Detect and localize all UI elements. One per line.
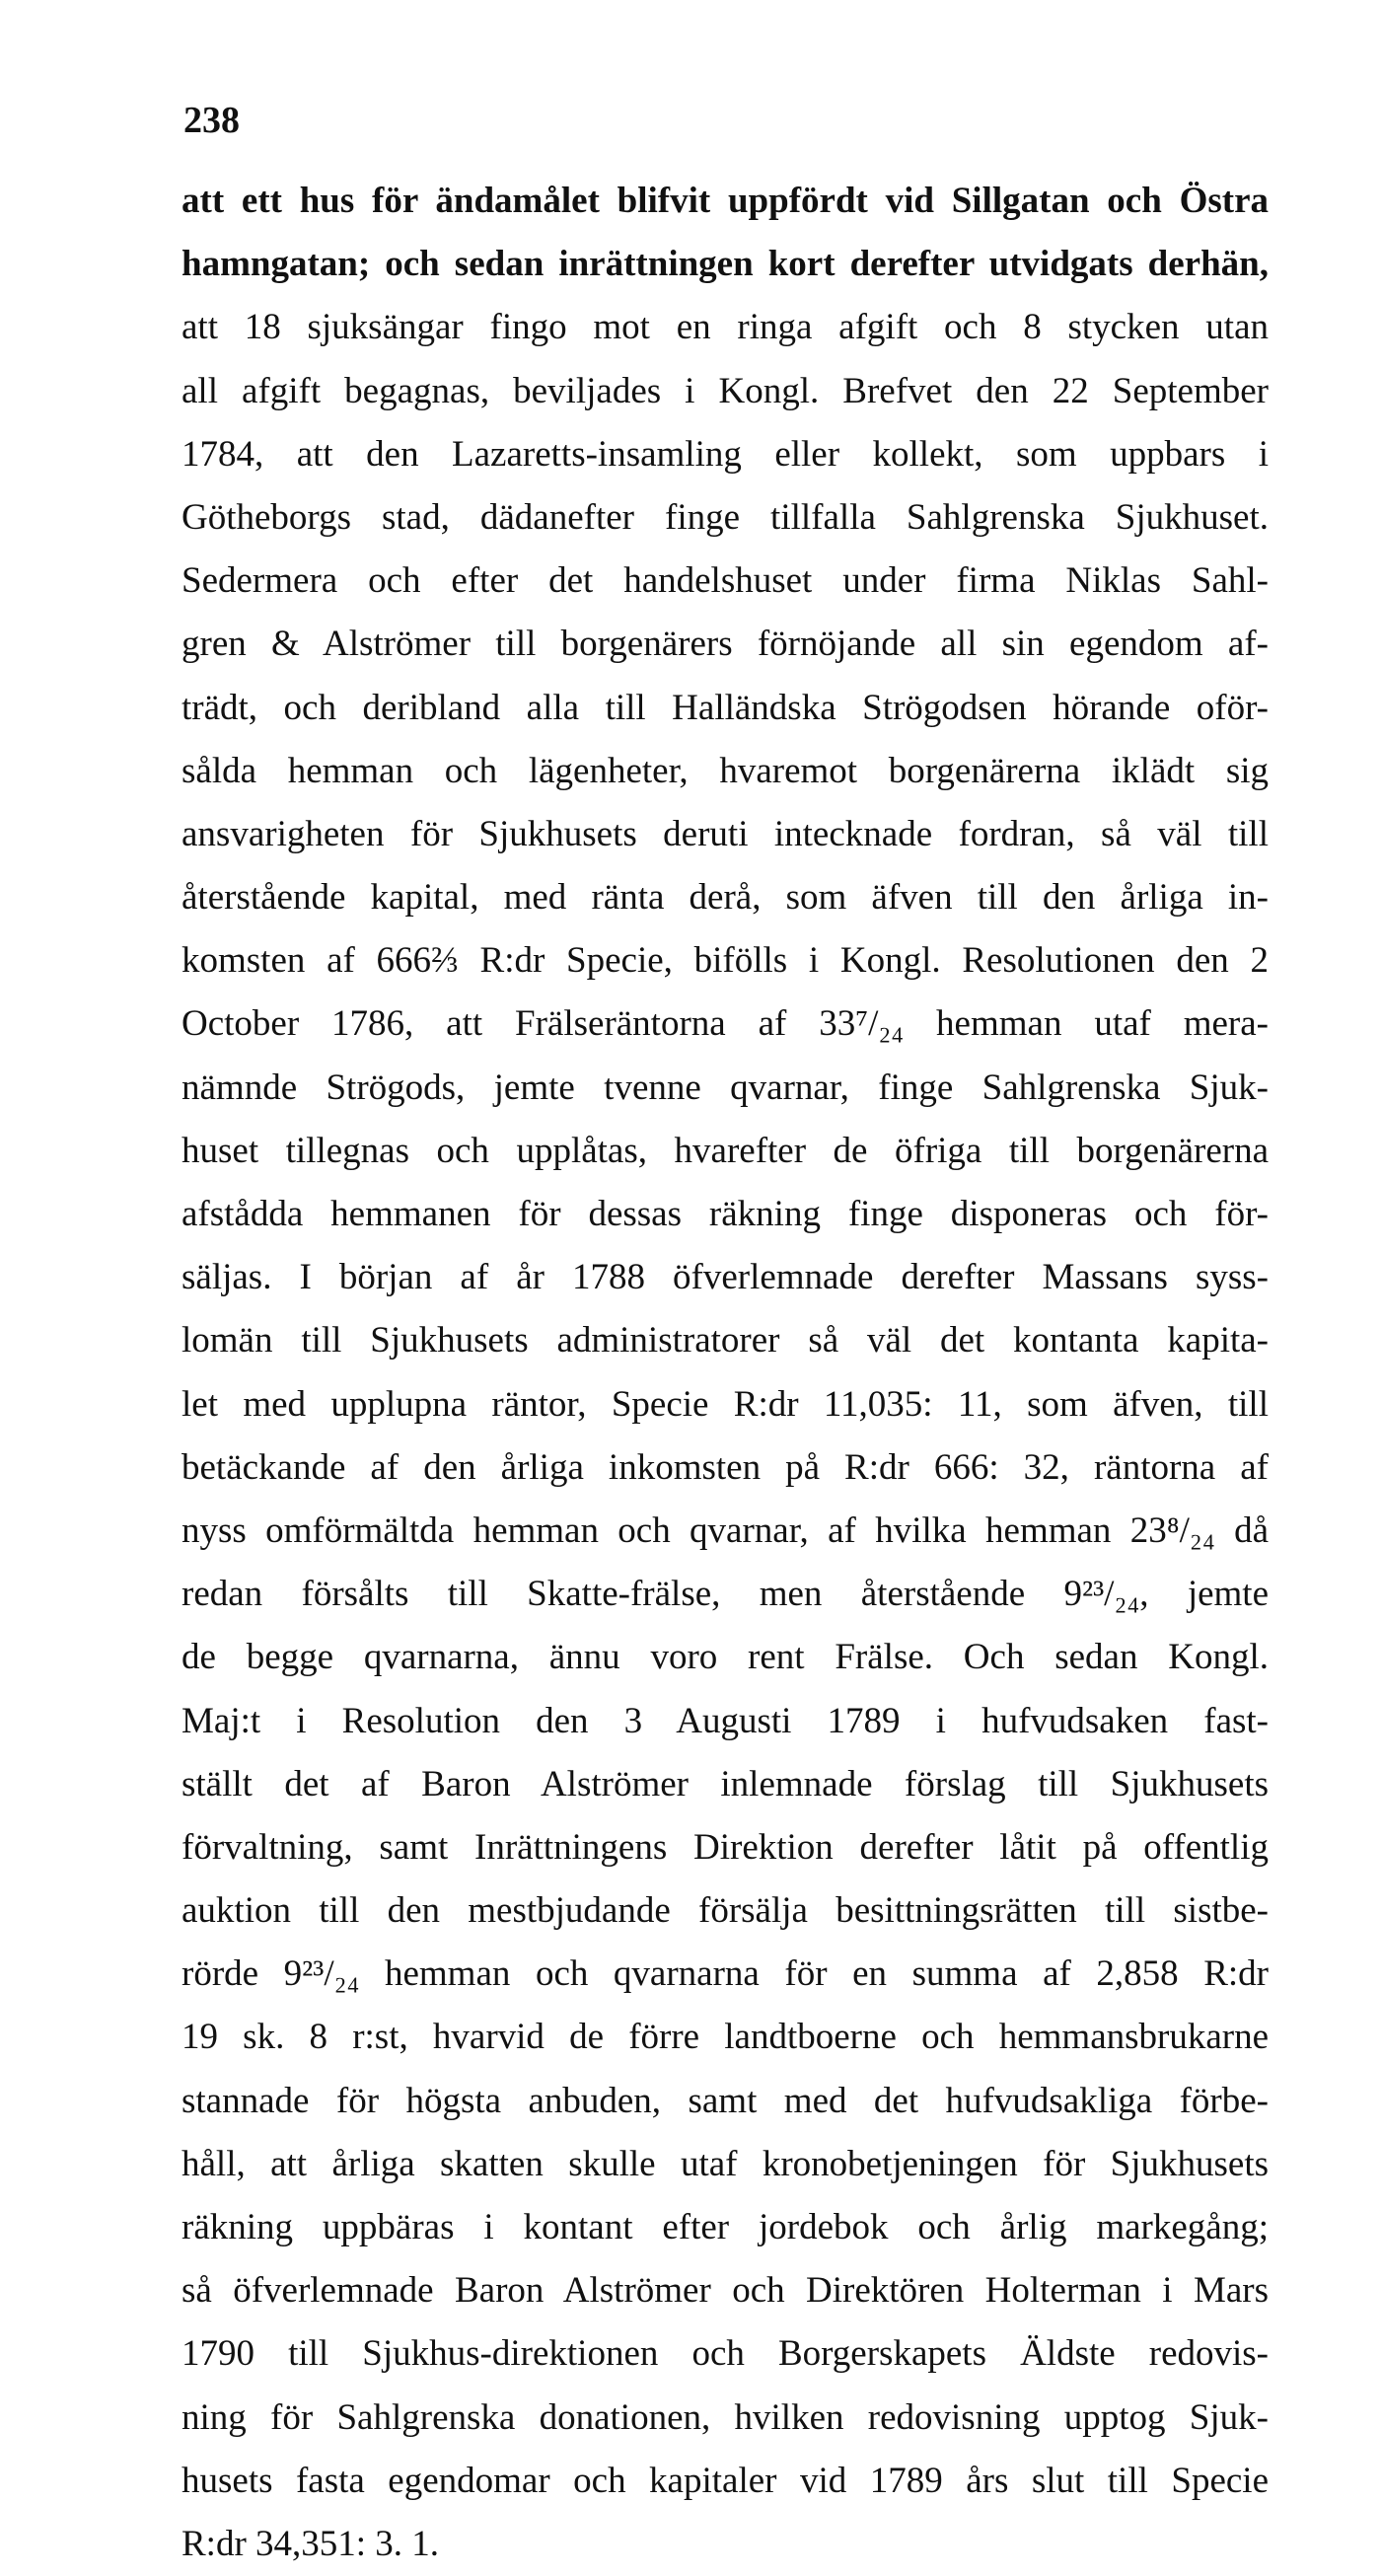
text-line-14: October 1786, att Frälseräntorna af 33⁷/₂₄ hemman utaf mera- <box>182 1003 1269 1045</box>
text-line-10: sålda hemman och lägenheter, hvaremot borgenärerna iklädt sig <box>182 750 1269 791</box>
text-line-25: Maj:t i Resolution den 3 Augusti 1789 i hufvudsaken fast- <box>182 1700 1269 1741</box>
text-line-32: håll, att årliga skatten skulle utaf kronobetjeningen för Sjukhusets <box>182 2143 1269 2184</box>
text-line-6: Götheborgs stad, dädanefter finge tillfalla Sahlgrenska Sjukhuset. <box>182 496 1269 538</box>
text-line-27: förvaltning, samt Inrättningens Direktion derefter låtit på offentlig <box>182 1826 1269 1868</box>
text-line-33: räkning uppbäras i kontant efter jordebok och årlig markegång; <box>182 2207 1269 2247</box>
text-line-34: så öfverlemnade Baron Alströmer och Direktören Holterman i Mars <box>182 2270 1269 2312</box>
text-line-21: betäckande af den årliga inkomsten på R:dr 666: 32, räntorna af <box>182 1446 1269 1488</box>
text-line-11: ansvarigheten för Sjukhusets deruti intecknade fordran, så väl till <box>182 813 1269 854</box>
text-line-24: de begge qvarnarna, ännu voro rent Frälse. Och sedan Kongl. <box>182 1637 1269 1678</box>
text-line-15: nämnde Strögods, jemte tvenne qvarnar, finge Sahlgrenska Sjuk- <box>182 1067 1269 1108</box>
text-line-29: rörde 9²³/₂₄ hemman och qvarnarna för en summa af 2,858 R:dr <box>182 1953 1269 1995</box>
text-line-4: all afgift begagnas, beviljades i Kongl. Brefvet den 22 September <box>182 370 1269 411</box>
text-line-18: säljas. I början af år 1788 öfverlemnade derefter Massans syss- <box>182 1257 1269 1298</box>
text-line-13: komsten af 666⅔ R:dr Specie, bifölls i Kongl. Resolutionen den 2 <box>182 940 1269 982</box>
text-line-7: Sedermera och efter det handelshuset under firma Niklas Sahl- <box>182 560 1269 602</box>
text-line-16: huset tillegnas och upplåtas, hvarefter de öfriga till borgenärerna <box>182 1130 1269 1171</box>
text-line-28: auktion till den mestbjudande försälja besittningsrätten till sistbe- <box>182 1890 1269 1932</box>
text-line-5: 1784, att den Lazaretts-insamling eller kollekt, som uppbars i <box>182 433 1269 475</box>
text-line-37: husets fasta egendomar och kapitaler vid 1789 års slut till Specie <box>182 2460 1269 2501</box>
text-line-12: återstående kapital, med ränta derå, som äfven till den årliga in- <box>182 877 1269 919</box>
text-line-3: att 18 sjuksängar fingo mot en ringa afgift och 8 stycken utan <box>182 307 1269 348</box>
text-line-26: ställt det af Baron Alströmer inlemnade förslag till Sjukhusets <box>182 1763 1269 1804</box>
text-line-8: gren & Alströmer till borgenärers förnöjande all sin egendom af- <box>182 624 1269 665</box>
text-line-35: 1790 till Sjukhus-direktionen och Borgerskapets Äldste redovis- <box>182 2333 1269 2375</box>
text-line-17: afstådda hemmanen för dessas räkning finge disponeras och för- <box>182 1194 1269 1234</box>
text-line-19: lomän till Sjukhusets administratorer så väl det kontanta kapita- <box>182 1320 1269 1362</box>
page-number: 238 <box>183 100 240 141</box>
text-line-23: redan försålts till Skatte-frälse, men återstående 9²³/₂₄, jemte <box>182 1574 1269 1615</box>
text-line-20: let med upplupna räntor, Specie R:dr 11,035: 11, som äfven, till <box>182 1383 1269 1425</box>
text-line-38: R:dr 34,351: 3. 1. <box>182 2523 440 2564</box>
text-line-2: hamngatan; och sedan inrättningen kort derefter utvidgats derhän, <box>182 244 1269 285</box>
text-line-36: ning för Sahlgrenska donationen, hvilken redovisning upptog Sjuk- <box>182 2396 1269 2438</box>
text-line-1: att ett hus för ändamålet blifvit uppfördt vid Sillgatan och Östra <box>182 181 1269 221</box>
text-line-9: trädt, och deribland alla till Halländska Strögodsen hörande oför- <box>182 687 1269 728</box>
text-line-31: stannade för högsta anbuden, samt med det hufvudsakliga förbe- <box>182 2080 1269 2121</box>
text-line-22: nyss omförmältda hemman och qvarnar, af hvilka hemman 23⁸/₂₄ då <box>182 1509 1269 1551</box>
text-line-30: 19 sk. 8 r:st, hvarvid de förre landtboerne och hemmansbrukarne <box>182 2017 1269 2058</box>
body-text <box>182 170 1269 2576</box>
